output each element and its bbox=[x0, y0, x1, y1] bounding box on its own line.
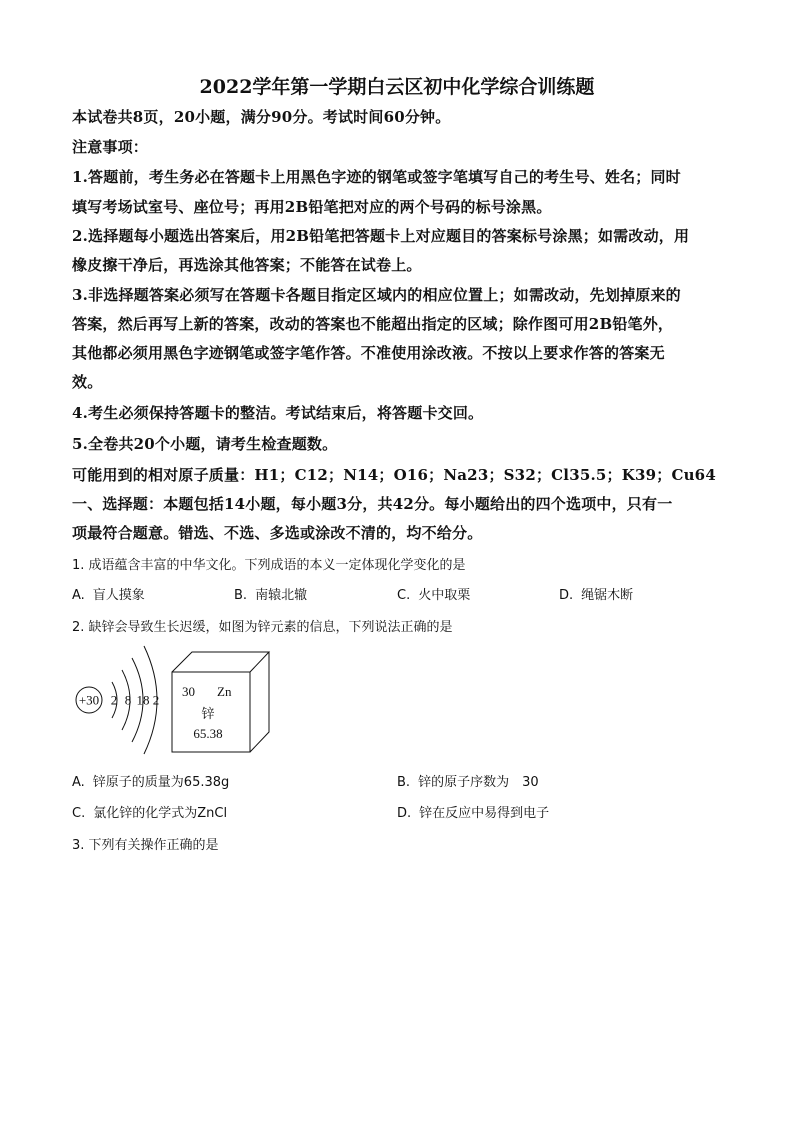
shell-electron-count: 18 bbox=[136, 692, 150, 708]
shell-electron-count: 8 bbox=[124, 692, 132, 708]
note-line: 5.全卷共20个小题，请考生检查题数。 bbox=[72, 435, 338, 453]
note-line: 其他都必须用黑色字迹钢笔或签字笔作答。不准使用涂改液。不按以上要求作答的答案无 bbox=[72, 344, 665, 362]
element-cell-cube bbox=[172, 652, 269, 752]
exam-intro: 本试卷共8页，20小题，满分90分。考试时间60分钟。 bbox=[72, 108, 451, 126]
atom-structure-diagram bbox=[76, 646, 159, 754]
note-line: 3.非选择题答案必须写在答题卡各题目指定区域内的相应位置上；如需改动，先划掉原来的 bbox=[72, 286, 681, 304]
option-label: A. bbox=[72, 775, 85, 790]
note-line: 2.选择题每小题选出答案后，用2B铅笔把答题卡上对应题目的答案标号涂黑；如需改动，用 bbox=[72, 227, 690, 245]
q2-option-a[interactable] bbox=[72, 771, 229, 790]
option-label: C. bbox=[72, 806, 86, 821]
q2-option-b[interactable] bbox=[397, 771, 539, 790]
option-text: 南辕北辙 bbox=[255, 588, 308, 603]
note-line: 橡皮擦干净后，再选涂其他答案；不能答在试卷上。 bbox=[72, 256, 422, 274]
note-line: 答案，然后再写上新的答案，改动的答案也不能超出指定的区域；除作图可用2B铅笔外， bbox=[72, 315, 674, 333]
cube-side-face bbox=[250, 652, 269, 752]
option-label: C. bbox=[397, 588, 411, 603]
note-line: 1.答题前，考生务必在答题卡上用黑色字迹的钢笔或签字笔填写自己的考生号、姓名；同时 bbox=[72, 168, 681, 186]
section-heading: 一、选择题：本题包括14小题，每小题3分，共42分。每小题给出的四个选项中，只有一 bbox=[72, 495, 673, 513]
option-label: A. bbox=[72, 588, 85, 603]
nucleus-charge: +30 bbox=[78, 692, 100, 708]
page-title: 2022学年第一学期白云区初中化学综合训练题 bbox=[199, 76, 595, 98]
cube-top-face bbox=[172, 652, 269, 672]
notice-heading: 注意事项： bbox=[72, 138, 149, 156]
question-1-stem: 1. 成语蕴含丰富的中华文化。下列成语的本义一定体现化学变化的是 bbox=[72, 558, 466, 573]
option-text: 氯化锌的化学式为ZnCl bbox=[93, 806, 228, 821]
q1-option-c[interactable] bbox=[397, 584, 470, 603]
note-line: 填写考场试室号、座位号；再用2B铅笔把对应的两个号码的标号涂黑。 bbox=[72, 198, 552, 216]
option-label: B. bbox=[397, 775, 411, 790]
element-symbol: Zn bbox=[217, 684, 232, 699]
question-2-stem: 2. 缺锌会导致生长迟缓，如图为锌元素的信息，下列说法正确的是 bbox=[72, 620, 453, 635]
zinc-element-figure bbox=[72, 636, 282, 756]
option-label: D. bbox=[559, 588, 574, 603]
atomic-masses: 可能用到的相对原子质量：H1；C12；N14；O16；Na23；S32；Cl35.5；K39；Cu64 bbox=[72, 466, 716, 484]
q2-option-d[interactable] bbox=[397, 802, 549, 821]
option-label: D. bbox=[397, 806, 412, 821]
shell-electron-count: 2 bbox=[110, 692, 118, 708]
note-line: 效。 bbox=[72, 373, 103, 391]
option-text: 锌的原子序数为 30 bbox=[418, 775, 539, 790]
option-text: 火中取栗 bbox=[418, 588, 471, 603]
element-name: 锌 bbox=[201, 706, 215, 721]
option-label: B. bbox=[234, 588, 248, 603]
q1-option-d[interactable] bbox=[559, 584, 633, 603]
q1-option-a[interactable] bbox=[72, 584, 145, 603]
option-text: 绳锯木断 bbox=[581, 588, 634, 603]
option-text: 锌原子的质量为65.38g bbox=[92, 775, 230, 790]
note-line: 4.考生必须保持答题卡的整洁。考试结束后，将答题卡交回。 bbox=[72, 404, 484, 422]
shell-electron-count: 2 bbox=[152, 692, 160, 708]
option-text: 盲人摸象 bbox=[92, 588, 145, 603]
question-3-stem: 3. 下列有关操作正确的是 bbox=[72, 838, 219, 853]
atomic-mass: 65.38 bbox=[193, 726, 223, 741]
atomic-number: 30 bbox=[182, 684, 195, 699]
option-text: 锌在反应中易得到电子 bbox=[419, 806, 550, 821]
section-heading: 项最符合题意。错选、不选、多选或涂改不清的，均不给分。 bbox=[72, 524, 483, 542]
q2-option-c[interactable] bbox=[72, 802, 227, 821]
q1-option-b[interactable] bbox=[234, 584, 307, 603]
